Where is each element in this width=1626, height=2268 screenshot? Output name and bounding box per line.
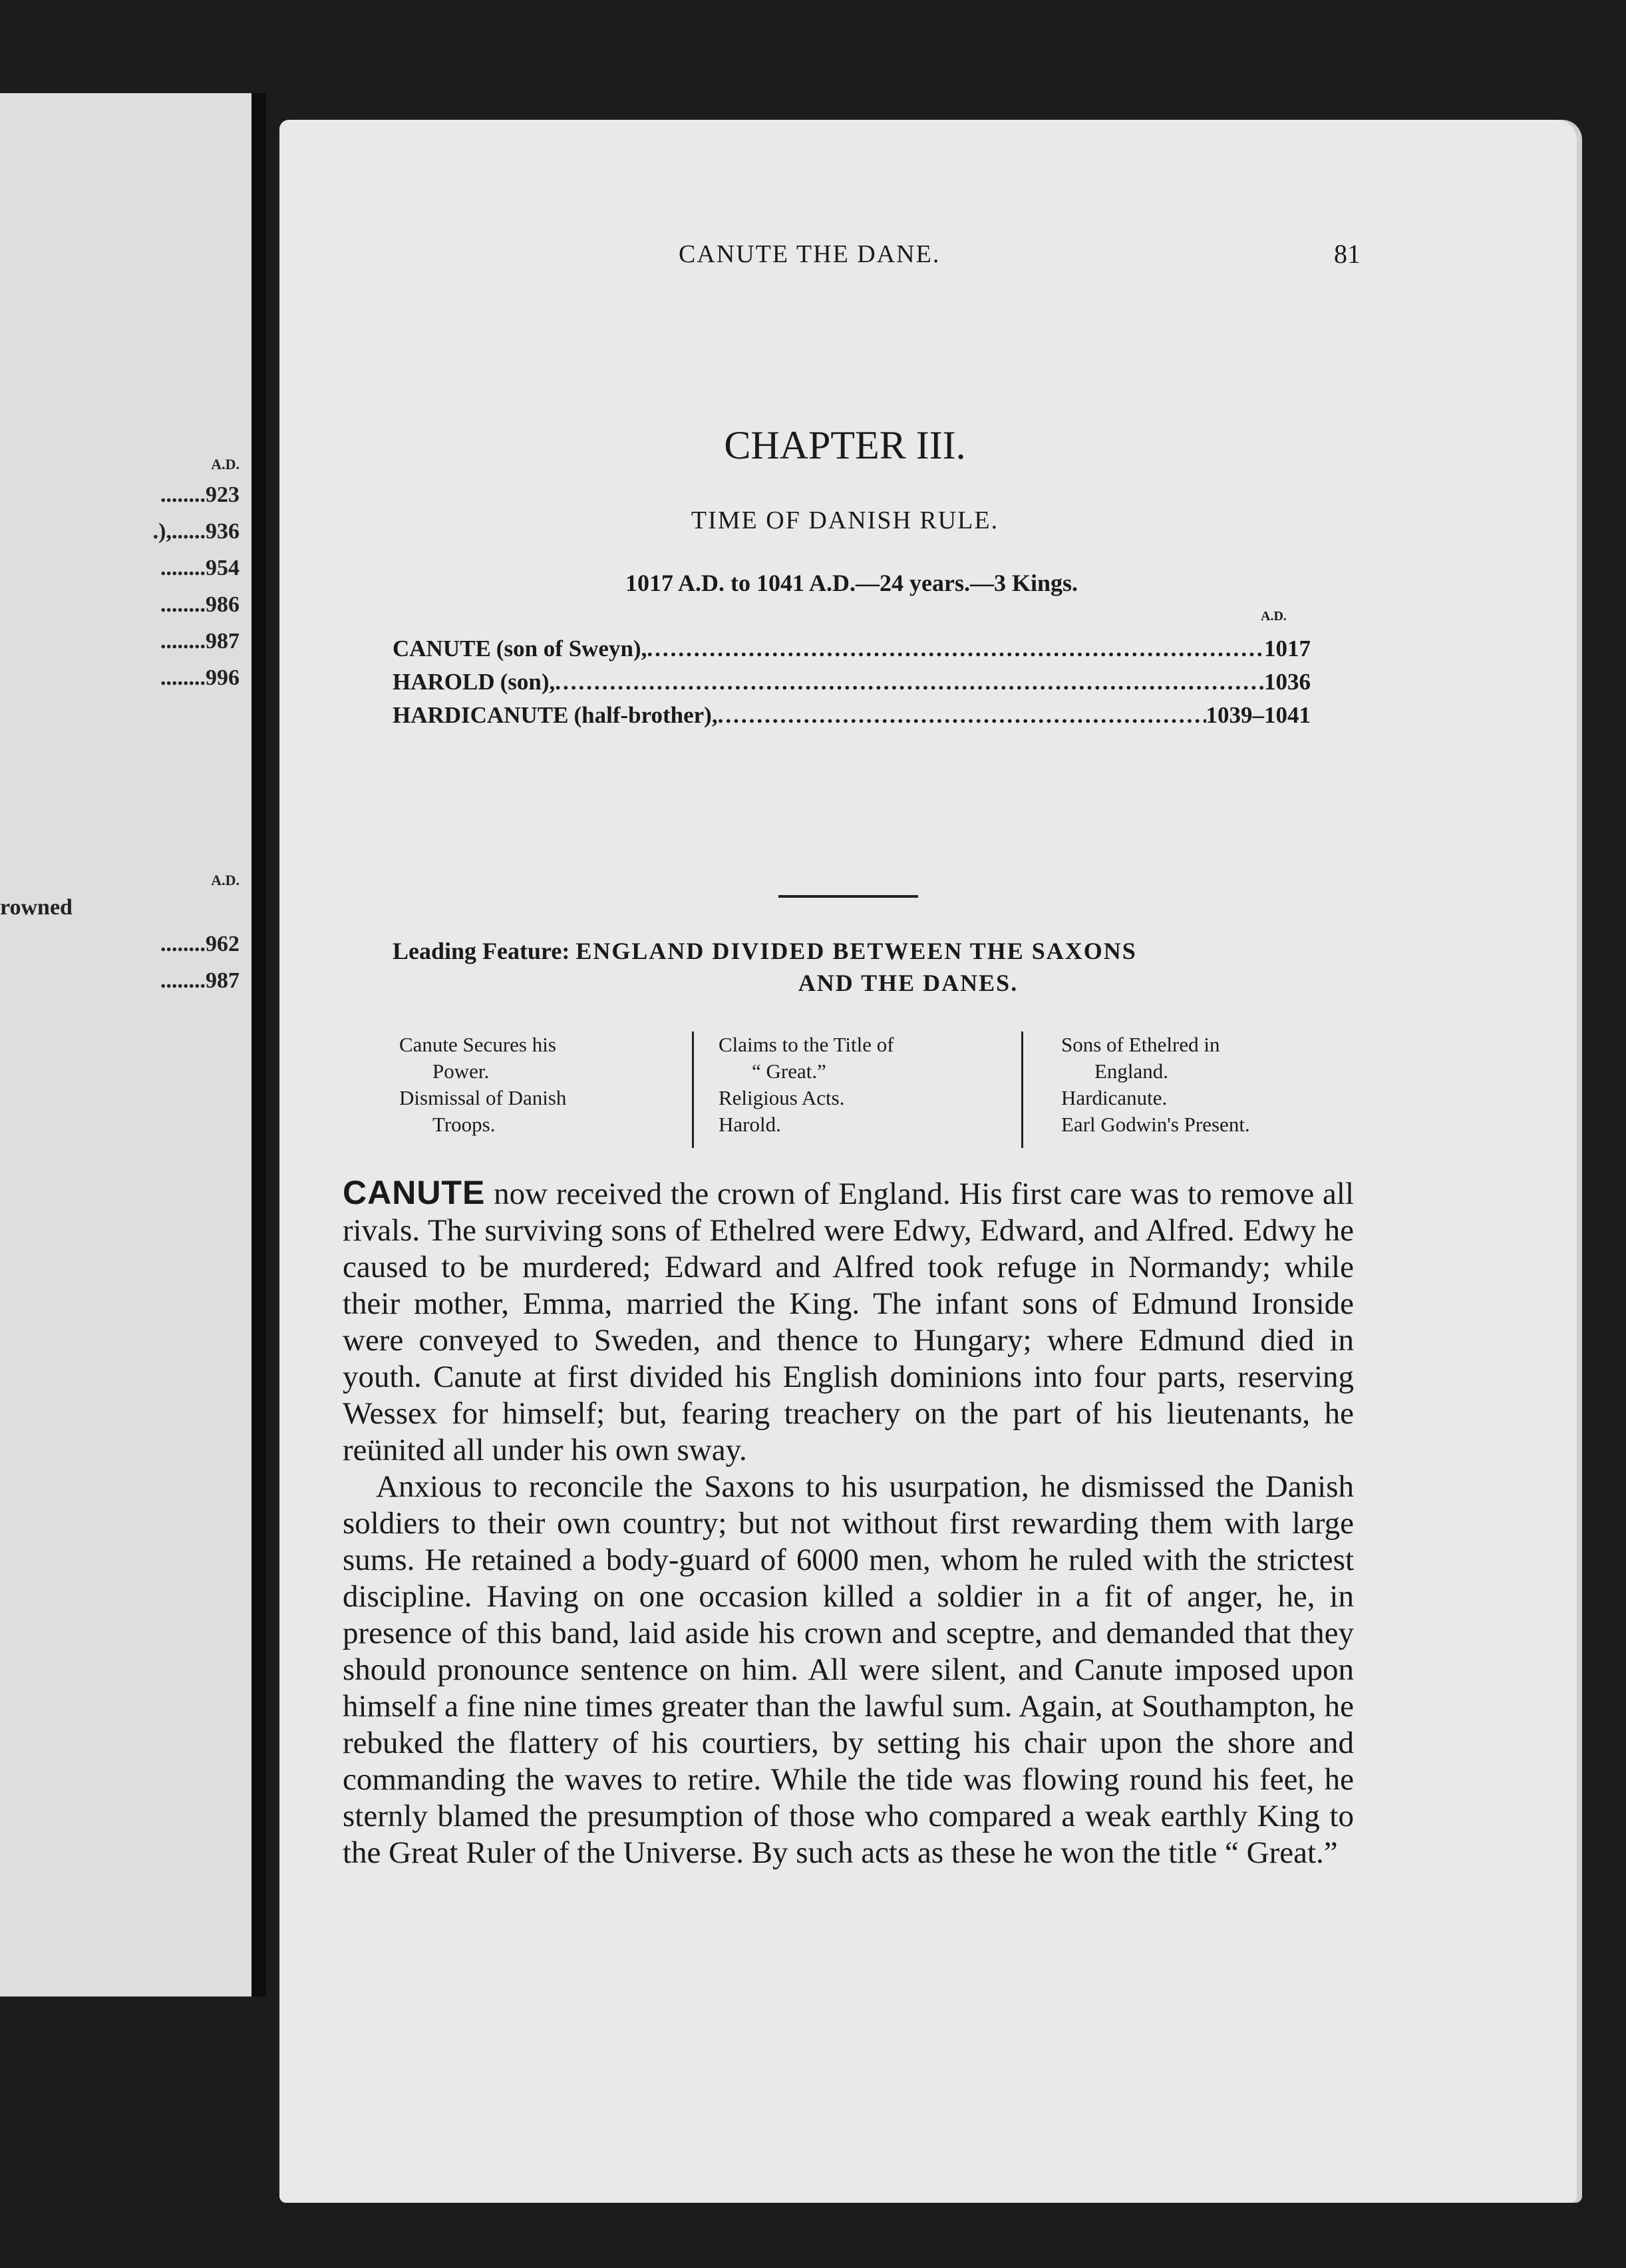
left-page-ad-label: A.D. (211, 456, 240, 472)
left-page-entry: ........996 (160, 665, 240, 690)
left-page-entry: ........923 (160, 482, 240, 507)
topics-column-1 (399, 1032, 679, 1138)
topic-line: Sons of Ethelred in (1061, 1033, 1220, 1056)
topic-line: Troops. (432, 1113, 496, 1136)
king-row-hardicanute (393, 702, 1311, 729)
page-number: 81 (1334, 239, 1361, 269)
lead-word: CANUTE (343, 1174, 486, 1211)
leader-dots (647, 636, 1264, 662)
king-year: 1017 (1264, 636, 1311, 662)
king-year: 1039–1041 (1206, 702, 1311, 728)
left-page-entry: ........987 (160, 629, 240, 654)
body-text (343, 1175, 1354, 1871)
section-divider (778, 895, 918, 898)
left-page-crowned-text: rowned (0, 895, 73, 920)
paragraph (343, 1175, 1354, 1469)
section-title: TIME OF DANISH RULE. (691, 506, 999, 534)
king-relation: (son), (500, 669, 556, 695)
previous-page-fragment (0, 93, 266, 1996)
chapter-title: CHAPTER III. (724, 423, 966, 467)
leader-dots (718, 702, 1206, 729)
king-year: 1036 (1264, 669, 1311, 695)
book-page (279, 120, 1577, 2203)
topic-line: “ Great.” (752, 1059, 826, 1083)
leading-feature-line1: ENGLAND DIVIDED BETWEEN THE SAXONS (575, 938, 1137, 964)
topic-line: Canute Secures his (399, 1033, 556, 1056)
left-page-entry: ........954 (160, 556, 240, 580)
topic-line: Religious Acts. (719, 1086, 845, 1109)
king-name: CANUTE (393, 636, 491, 662)
topic-line: Hardicanute. (1061, 1086, 1168, 1109)
paragraph-1-text: now received the crown of England. His first care was to remove all rivals. The surviving sons of Ethelred were Edwy, Edward, and Alfred. Edwy he caused to be murdered; Edward and Alfred took refuge in Normandy; while their mother, Emma, married the King. The infant sons of Edmund Ironside were conveyed to Sweden, and thence to Hungary; where Edmund died in youth. Canute at first divided his English dominions into four parts, reserving Wessex for himself; but, fearing treachery on the part of his lieutenants, he reünited all under his own sway. (343, 1177, 1355, 1467)
left-page-entry: ........962 (160, 932, 240, 956)
topic-line: Power. (432, 1059, 490, 1083)
king-row-canute (393, 636, 1311, 662)
topic-line: England. (1094, 1059, 1169, 1083)
topic-line: Earl Godwin's Present. (1061, 1113, 1250, 1136)
topic-line: Claims to the Title of (719, 1033, 894, 1056)
column-divider (1021, 1032, 1023, 1148)
left-page-entry: ........987 (160, 968, 240, 993)
leader-dots (555, 669, 1264, 695)
running-head: CANUTE THE DANE. (679, 240, 941, 268)
leading-feature-label: Leading Feature: (393, 938, 570, 964)
column-divider (692, 1032, 694, 1148)
topics-column-3 (1061, 1032, 1367, 1138)
topics-column-2 (719, 1032, 1038, 1138)
king-relation: (half-brother), (573, 702, 718, 728)
ad-column-label: A.D. (1261, 609, 1287, 624)
topic-line: Dismissal of Danish (399, 1086, 567, 1109)
left-page-entry: ........986 (160, 592, 240, 617)
book-spine (251, 93, 266, 1996)
leading-feature (393, 935, 1324, 999)
king-name: HARDICANUTE (393, 702, 569, 728)
topic-line: Harold. (719, 1113, 781, 1136)
date-range: 1017 A.D. to 1041 A.D.—24 years.—3 Kings. (625, 570, 1078, 596)
left-page-ad-label: A.D. (211, 872, 240, 888)
leading-feature-line2: AND THE DANES. (798, 970, 1019, 996)
king-relation: (son of Sweyn), (496, 636, 647, 662)
paragraph (343, 1469, 1354, 1871)
king-row-harold (393, 669, 1311, 695)
king-name: HAROLD (393, 669, 495, 695)
left-page-entry: .),......936 (152, 519, 240, 544)
paragraph-2-text: Anxious to reconcile the Saxons to his usurpation, he dismissed the Danish soldiers to their own country; but not without first rewarding them with large sums. He retained a body-guard of 6000 men, whom he ruled with the strictest discipline. Having on one occasion killed a soldier in a fit of anger, he, in presence of this band, laid aside his crown and sceptre, and demanded that they should pronounce sentence on him. All were silent, and Canute imposed upon himself a fine nine times greater than the lawful sum. Again, at Southampton, he rebuked the flattery of his courtiers, by setting his chair upon the shore and commanding the waves to retire. While the tide was flowing round his feet, he sternly blamed the presumption of those who compared a weak earthly King to the Great Ruler of the Universe. By such acts as these he won the title “ Great.” (343, 1469, 1354, 1870)
